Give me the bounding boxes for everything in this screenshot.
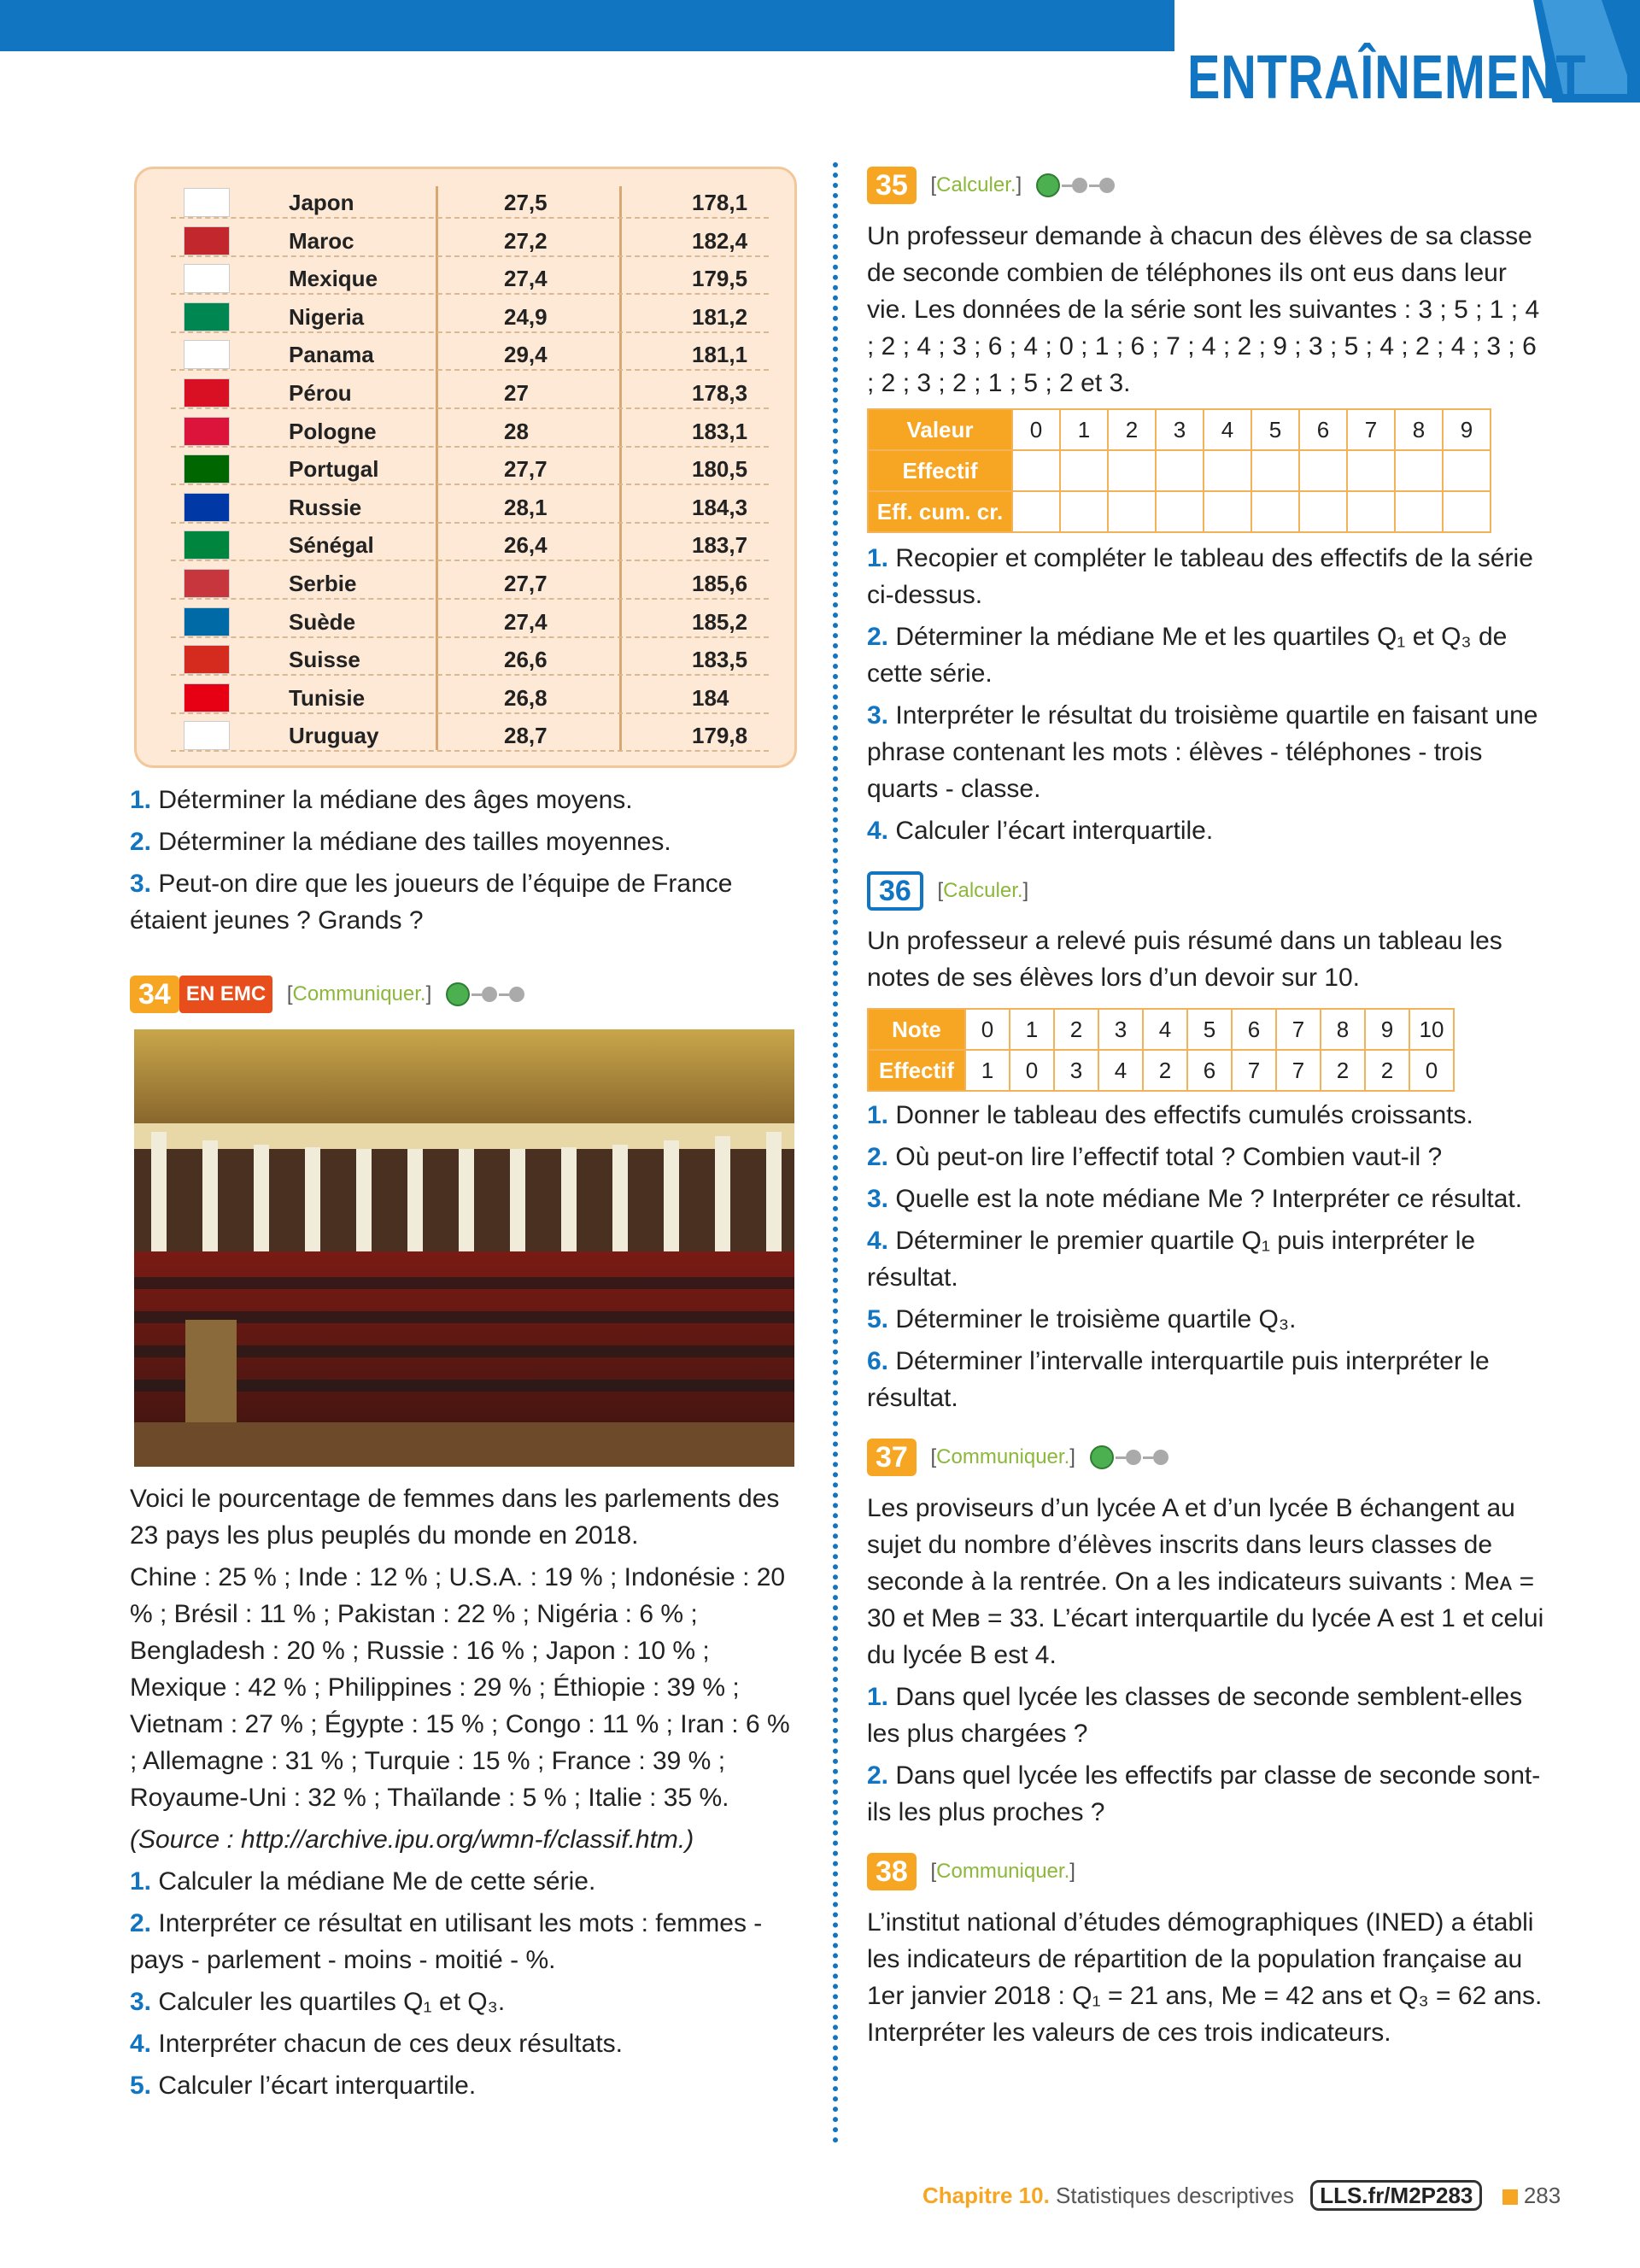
average-height: 181,2 <box>692 303 748 330</box>
flag-icon <box>184 340 230 369</box>
exercise-number: 34 <box>130 976 179 1013</box>
table-cell: 6 <box>1187 1050 1232 1091</box>
exercise-intro: Un professeur demande à chacun des élèves de sa classe de seconde combien de téléphones ils ont eus dans leur vie. Les données de la série sont les suivantes : 3 ; 5 ; 1 ; 4 ; 2 ; 4 ; 3 ; 6 ; 4 ; 0 ; 1 ; 6 ; 7 ; 4 ; 2 ; 9 ; 3 ; 5 ; 4 ; 2 ; 4 ; 3 ; 6 ; 2 ; 3 ; 2 ; 1 ; 5 ; 2 et 3. <box>867 222 1540 397</box>
flag-icon <box>184 264 230 293</box>
country-name: Japon <box>289 190 354 215</box>
exercise-intro: Les proviseurs d’un lycée A et d’un lycée B échangent au sujet du nombre d’élèves inscrits dans leurs classes de seconde à la rentrée. On a les indicateurs suivants : Meᴀ = 30 et Meʙ = 33. L’écart interquartile du lycée A est 1 et celui du lycée B est 4. <box>867 1494 1544 1669</box>
flag-icon <box>184 454 230 483</box>
table-row <box>171 331 769 371</box>
chapter-label: Chapitre 10. <box>922 2183 1050 2208</box>
question: 2. Dans quel lycée les effectifs par classe de seconde sont-ils les plus proches ? <box>867 1761 1541 1826</box>
table-header: Effectif <box>868 1050 965 1091</box>
table-row <box>171 446 769 485</box>
difficulty-indicator <box>446 982 526 1007</box>
table-cell: 1 <box>1060 409 1108 450</box>
empty-cell[interactable] <box>1108 450 1156 491</box>
question: 6. Déterminer l’intervalle interquartile puis interpréter le résultat. <box>867 1347 1490 1412</box>
empty-cell[interactable] <box>1060 450 1108 491</box>
average-age: 26,6 <box>504 647 548 673</box>
table-header: Note <box>868 1009 965 1050</box>
average-height: 183,7 <box>692 532 748 559</box>
table-cell: 4 <box>1204 409 1251 450</box>
empty-cell[interactable] <box>1012 450 1060 491</box>
parliament-photo <box>134 1029 794 1467</box>
country-name: Pologne <box>289 418 377 444</box>
average-age: 27,5 <box>504 190 548 215</box>
country-table <box>134 167 797 768</box>
page-number: 283 <box>1523 2183 1561 2208</box>
average-height: 178,3 <box>692 380 748 406</box>
resource-link[interactable]: LLS.fr/M2P283 <box>1310 2180 1482 2211</box>
table-cell: 5 <box>1187 1009 1232 1050</box>
flag-icon <box>184 188 230 217</box>
empty-cell[interactable] <box>1443 491 1491 532</box>
table-row <box>171 255 769 295</box>
table-cell: 2 <box>1143 1050 1187 1091</box>
empty-cell[interactable] <box>1299 450 1347 491</box>
average-age: 27 <box>504 380 529 406</box>
table-row <box>171 294 769 333</box>
empty-cell[interactable] <box>1395 491 1443 532</box>
table-header: Effectif <box>868 450 1012 491</box>
skill-tag: [Communiquer.] <box>930 1445 1075 1468</box>
table-cell: 6 <box>1299 409 1347 450</box>
average-age: 27,7 <box>504 456 548 483</box>
empty-cell[interactable] <box>1347 491 1395 532</box>
exercise-36-header <box>867 871 1550 914</box>
question: 3. Peut-on dire que les joueurs de l’équipe de France étaient jeunes ? Grands ? <box>130 870 733 935</box>
skill-tag: [Communiquer.] <box>286 982 432 1005</box>
table-cell: 1 <box>965 1050 1010 1091</box>
table-cell: 1 <box>1010 1009 1054 1050</box>
table-cell: 6 <box>1232 1009 1276 1050</box>
country-name: Panama <box>289 342 374 368</box>
country-name: Suisse <box>289 647 360 673</box>
table-cell: 8 <box>1321 1009 1365 1050</box>
average-age: 27,2 <box>504 227 548 254</box>
average-age: 28,7 <box>504 723 548 749</box>
table-cell: 7 <box>1276 1009 1321 1050</box>
flag-icon <box>184 417 230 446</box>
question: 5. Déterminer le troisième quartile Q₃. <box>867 1305 1297 1333</box>
frequency-table <box>867 408 1491 533</box>
table-row <box>171 560 769 600</box>
average-height: 182,4 <box>692 227 748 254</box>
question: 4. Déterminer le premier quartile Q₁ puis interpréter le résultat. <box>867 1227 1476 1292</box>
table-cell: 5 <box>1251 409 1299 450</box>
average-height: 184,3 <box>692 494 748 520</box>
question: 5. Calculer l’écart interquartile. <box>130 2072 477 2100</box>
flag-icon <box>184 683 230 712</box>
average-height: 180,5 <box>692 456 748 483</box>
difficulty-indicator <box>1036 173 1116 198</box>
table-cell: 4 <box>1098 1050 1143 1091</box>
empty-cell[interactable] <box>1204 491 1251 532</box>
emc-badge: EN EMC <box>179 976 272 1013</box>
question: 2. Interpréter ce résultat en utilisant les mots : femmes - pays - parlement - moins - moitié - %. <box>130 1909 763 1974</box>
question: 1. Calculer la médiane Me de cette série. <box>130 1867 596 1896</box>
exercise-intro: Voici le pourcentage de femmes dans les parlements des 23 pays les plus peuplés du monde en 2018. <box>130 1485 780 1550</box>
average-age: 27,4 <box>504 608 548 635</box>
average-height: 179,8 <box>692 723 748 749</box>
empty-cell[interactable] <box>1443 450 1491 491</box>
average-age: 26,4 <box>504 532 548 559</box>
question: 3. Interpréter le résultat du troisième quartile en faisant une phrase contenant les mots : élèves - téléphones - trois quarts - classe. <box>867 701 1538 803</box>
table-header: Valeur <box>868 409 1012 450</box>
table-row <box>171 522 769 561</box>
question: 2. Déterminer la médiane Me et les quartiles Q₁ et Q₃ de cette série. <box>867 623 1508 688</box>
country-name: Mexique <box>289 266 378 292</box>
exercise-number: 38 <box>867 1853 917 1890</box>
country-name: Pérou <box>289 380 352 406</box>
table-row <box>171 675 769 714</box>
flag-icon <box>184 569 230 598</box>
average-age: 28,1 <box>504 494 548 520</box>
data-series: Chine : 25 % ; Inde : 12 % ; U.S.A. : 19 % ; Indonésie : 20 % ; Brésil : 11 % ; Pakistan : 22 % ; Nigéria : 6 % ; Bengladesh : 20 % ; Russie : 16 % ; Japon : 10 % ; Mexique : 42 % ; Philippines : 29 % ; Éthiopie : 39 % ; Vietnam : 27 % ; Égypte : 15 % ; Congo : 11 % ; Iran : 6 % ; Allemagne : 31 % ; Turquie : 15 % ; France : 39 % ; Royaume-Uni : 32 % ; Thaïlande : 5 % ; Italie : 35 %. <box>130 1563 790 1812</box>
exercise-33-questions <box>130 782 796 939</box>
empty-cell[interactable] <box>1251 491 1299 532</box>
average-height: 183,5 <box>692 647 748 673</box>
table-cell: 7 <box>1232 1050 1276 1091</box>
country-name: Tunisie <box>289 684 366 711</box>
average-age: 24,9 <box>504 303 548 330</box>
flag-icon <box>184 645 230 674</box>
grades-table <box>867 1008 1455 1092</box>
empty-cell[interactable] <box>1395 450 1443 491</box>
table-row <box>171 218 769 257</box>
exercise-intro: Un professeur a relevé puis résumé dans un tableau les notes de ses élèves lors d’un devoir sur 10. <box>867 927 1502 992</box>
question: 1. Déterminer la médiane des âges moyens. <box>130 786 633 814</box>
question: 2. Où peut-on lire l’effectif total ? Combien vaut-il ? <box>867 1143 1443 1171</box>
country-name: Serbie <box>289 571 357 596</box>
average-age: 27,7 <box>504 571 548 596</box>
chapter-title: Statistiques descriptives <box>1049 2183 1294 2208</box>
country-name: Nigeria <box>289 303 365 330</box>
average-height: 185,2 <box>692 608 748 635</box>
empty-cell[interactable] <box>1108 491 1156 532</box>
question: 1. Donner le tableau des effectifs cumulés croissants. <box>867 1101 1473 1129</box>
exercise-number: 37 <box>867 1439 917 1476</box>
table-cell: 9 <box>1365 1009 1409 1050</box>
page-footer <box>922 2183 1561 2209</box>
flag-icon <box>184 721 230 750</box>
table-header: Eff. cum. cr. <box>868 491 1012 532</box>
table-cell: 10 <box>1409 1009 1454 1050</box>
table-row <box>171 599 769 638</box>
table-cell: 3 <box>1054 1050 1098 1091</box>
table-row <box>171 484 769 524</box>
table-cell: 4 <box>1143 1009 1187 1050</box>
empty-cell[interactable] <box>1012 491 1060 532</box>
exercise-number: 35 <box>867 167 917 204</box>
table-row <box>171 712 769 752</box>
table-cell: 0 <box>965 1009 1010 1050</box>
flag-icon <box>184 493 230 522</box>
exercise-38-header <box>867 1853 1550 1896</box>
table-cell: 7 <box>1276 1050 1321 1091</box>
average-height: 183,1 <box>692 418 748 444</box>
average-height: 185,6 <box>692 571 748 596</box>
flag-icon <box>184 302 230 331</box>
question: 1. Dans quel lycée les classes de seconde semblent-elles les plus chargées ? <box>867 1683 1523 1748</box>
empty-cell[interactable] <box>1156 491 1204 532</box>
section-title: ENTRAÎNEMENT <box>1187 44 1587 112</box>
average-age: 29,4 <box>504 342 548 368</box>
table-cell: 7 <box>1347 409 1395 450</box>
column-separator <box>833 162 838 2144</box>
empty-cell[interactable] <box>1156 450 1204 491</box>
table-cell: 0 <box>1010 1050 1054 1091</box>
country-name: Suède <box>289 608 356 635</box>
question: 2. Déterminer la médiane des tailles moyennes. <box>130 828 671 856</box>
table-row <box>171 408 769 448</box>
table-cell: 2 <box>1321 1050 1365 1091</box>
question: 3. Quelle est la note médiane Me ? Interpréter ce résultat. <box>867 1185 1523 1213</box>
country-name: Sénégal <box>289 532 374 559</box>
table-row <box>171 370 769 409</box>
exercise-intro: L’institut national d’études démographiques (INED) a établi les indicateurs de répartition de la population française au 1er janvier 2018 : Q₁ = 21 ans, Me = 42 ans et Q₃ = 62 ans. Interpréter les valeurs de ces trois indicateurs. <box>867 1908 1543 2047</box>
average-age: 27,4 <box>504 266 548 292</box>
difficulty-indicator <box>1090 1445 1170 1470</box>
table-cell: 9 <box>1443 409 1491 450</box>
average-height: 178,1 <box>692 190 748 215</box>
table-cell: 3 <box>1156 409 1204 450</box>
flag-icon <box>184 378 230 407</box>
table-cell: 2 <box>1054 1009 1098 1050</box>
top-banner <box>0 0 1174 51</box>
flag-icon <box>184 607 230 636</box>
table-cell: 8 <box>1395 409 1443 450</box>
question: 4. Calculer l’écart interquartile. <box>867 817 1214 845</box>
flag-icon <box>184 530 230 560</box>
country-name: Maroc <box>289 227 354 254</box>
table-cell: 0 <box>1409 1050 1454 1091</box>
table-cell: 2 <box>1365 1050 1409 1091</box>
table-row <box>171 179 769 219</box>
empty-cell[interactable] <box>1060 491 1108 532</box>
empty-cell[interactable] <box>1347 450 1395 491</box>
empty-cell[interactable] <box>1251 450 1299 491</box>
empty-cell[interactable] <box>1299 491 1347 532</box>
average-height: 179,5 <box>692 266 748 292</box>
page-marker <box>1502 2189 1518 2205</box>
average-height: 184 <box>692 684 729 711</box>
skill-tag: [Communiquer.] <box>930 1860 1075 1883</box>
exercise-34-header <box>130 976 796 1018</box>
exercise-37-header <box>867 1439 1550 1481</box>
source: (Source : http://archive.ipu.org/wmn-f/classif.htm.) <box>130 1826 694 1854</box>
skill-tag: [Calculer.] <box>937 879 1029 902</box>
flag-icon <box>184 226 230 255</box>
skill-tag: [Calculer.] <box>930 173 1022 196</box>
exercise-number: 36 <box>867 871 923 911</box>
table-cell: 0 <box>1012 409 1060 450</box>
table-row <box>171 636 769 676</box>
question: 3. Calculer les quartiles Q₁ et Q₃. <box>130 1988 506 2016</box>
average-height: 181,1 <box>692 342 748 368</box>
question: 1. Recopier et compléter le tableau des effectifs de la série ci-dessus. <box>867 544 1533 609</box>
question: 4. Interpréter chacun de ces deux résultats. <box>130 2030 623 2058</box>
country-name: Uruguay <box>289 723 379 749</box>
exercise-34-body <box>130 1480 796 2104</box>
average-age: 26,8 <box>504 684 548 711</box>
country-name: Portugal <box>289 456 379 483</box>
country-name: Russie <box>289 494 362 520</box>
table-cell: 3 <box>1098 1009 1143 1050</box>
exercise-35 <box>867 167 1550 2051</box>
table-cell: 2 <box>1108 409 1156 450</box>
average-age: 28 <box>504 418 529 444</box>
empty-cell[interactable] <box>1204 450 1251 491</box>
